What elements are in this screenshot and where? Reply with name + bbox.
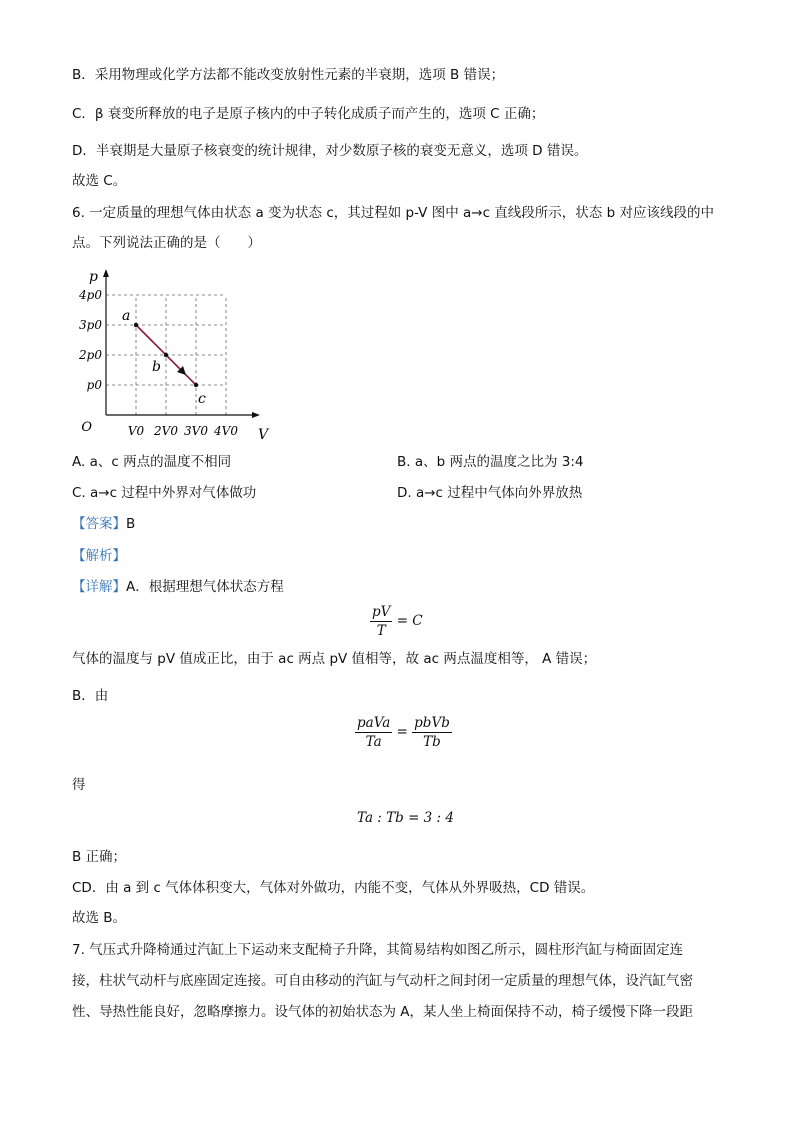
eq2-right-denominator: Tb — [423, 734, 441, 750]
x-axis-arrow-icon — [252, 412, 260, 418]
analysis-tag: 【解析】 — [72, 548, 126, 564]
eq1-denominator: T — [376, 623, 386, 639]
q6-option-d: D. a→c 过程中气体向外界放热 — [397, 485, 583, 501]
option-cd-analysis: CD．由 a 到 c 气体体积变大，气体对外做功，内能不变，气体从外界吸热，CD 错误。 — [72, 880, 595, 896]
y-axis-label: p — [89, 269, 98, 285]
prev-option-b-explanation: B．采用物理或化学方法都不能改变放射性元素的半衰期，选项 B 错误； — [72, 67, 505, 83]
prev-option-c-explanation: C．β 衰变所释放的电子是原子核内的中子转化成质子而产生的，选项 C 正确； — [72, 106, 545, 122]
eq2-left-denominator: Ta — [365, 734, 382, 750]
x-tick-label: V0 — [127, 424, 145, 438]
x-tick-label: 4V0 — [214, 424, 238, 438]
prev-choice: 故选 C。 — [72, 173, 127, 189]
eq2-right-numerator: pbVb — [414, 715, 450, 731]
point-label-a: a — [122, 308, 131, 324]
de-text: 得 — [72, 777, 86, 793]
x-axis-label: V — [258, 427, 269, 443]
eq2-left-numerator: paVa — [357, 715, 391, 731]
prev-option-d-explanation: D．半衰期是大量原子核衰变的统计规律，对少数原子核的衰变无意义，选项 D 错误。 — [72, 143, 588, 159]
eq1-numerator: pV — [372, 604, 391, 620]
detail-tag: 【详解】 — [72, 579, 126, 595]
q6-option-b: B. a、b 两点的温度之比为 3:4 — [397, 454, 584, 470]
eq2-equals: = — [396, 724, 408, 740]
y-tick-label: 4p0 — [79, 288, 102, 302]
q6-stem-line1: 6. 一定质量的理想气体由状态 a 变为状态 c，其过程如 p-V 图中 a→c 直线段所示，状态 b 对应该线段的中 — [72, 205, 714, 221]
x-tick-label: 2V0 — [154, 424, 178, 438]
point-label-b: b — [152, 359, 161, 375]
y-tick-label: p0 — [86, 378, 102, 392]
answer-tag: 【答案】 — [72, 516, 126, 532]
option-b-intro: B．由 — [72, 688, 109, 704]
answer-line — [72, 514, 135, 534]
q7-line2: 接，柱状气动杆与底座固定连接。可自由移动的汽缸与气动杆之间封闭一定质量的理想气体，设汽缸气密 — [72, 973, 693, 989]
detail-line — [72, 577, 284, 597]
point-b — [164, 353, 168, 357]
x-tick-label: 3V0 — [184, 424, 208, 438]
b-correct: B 正确； — [72, 849, 127, 865]
y-tick-label: 2p0 — [79, 348, 102, 362]
eq1-rhs: = C — [396, 613, 423, 629]
equation-ratio — [355, 714, 452, 751]
q6-stem-line2: 点。下列说法正确的是（ ） — [72, 235, 261, 251]
q7-line1: 7. 气压式升降椅通过汽缸上下运动来支配椅子升降，其简易结构如图乙所示，圆柱形汽缸与椅面固定连 — [72, 942, 684, 958]
analysis-line — [72, 546, 126, 566]
point-label-c: c — [198, 391, 206, 407]
answer-value: B — [126, 516, 136, 532]
point-a — [134, 323, 138, 327]
pv-diagram — [72, 255, 272, 445]
q6-choice: 故选 B。 — [72, 910, 127, 926]
option-a-analysis: 气体的温度与 pV 值成正比，由于 ac 两点 pV 值相等，故 ac 两点温度相等， A 错误； — [72, 651, 597, 667]
y-axis-arrow-icon — [103, 269, 109, 277]
y-tick-label: 3p0 — [79, 318, 102, 332]
detail-text: A．根据理想气体状态方程 — [126, 579, 284, 595]
origin-label: O — [81, 420, 92, 435]
q6-option-c: C. a→c 过程中外界对气体做功 — [72, 485, 257, 501]
point-c — [194, 383, 198, 387]
q7-line3: 性、导热性能良好，忽略摩擦力。设气体的初始状态为 A，某人坐上椅面保持不动，椅子缓慢下降一段距 — [72, 1004, 694, 1020]
equation-result: Ta : Tb = 3 : 4 — [357, 810, 454, 826]
q6-option-a: A. a、c 两点的温度不相同 — [72, 454, 232, 470]
equation-state — [370, 603, 423, 640]
